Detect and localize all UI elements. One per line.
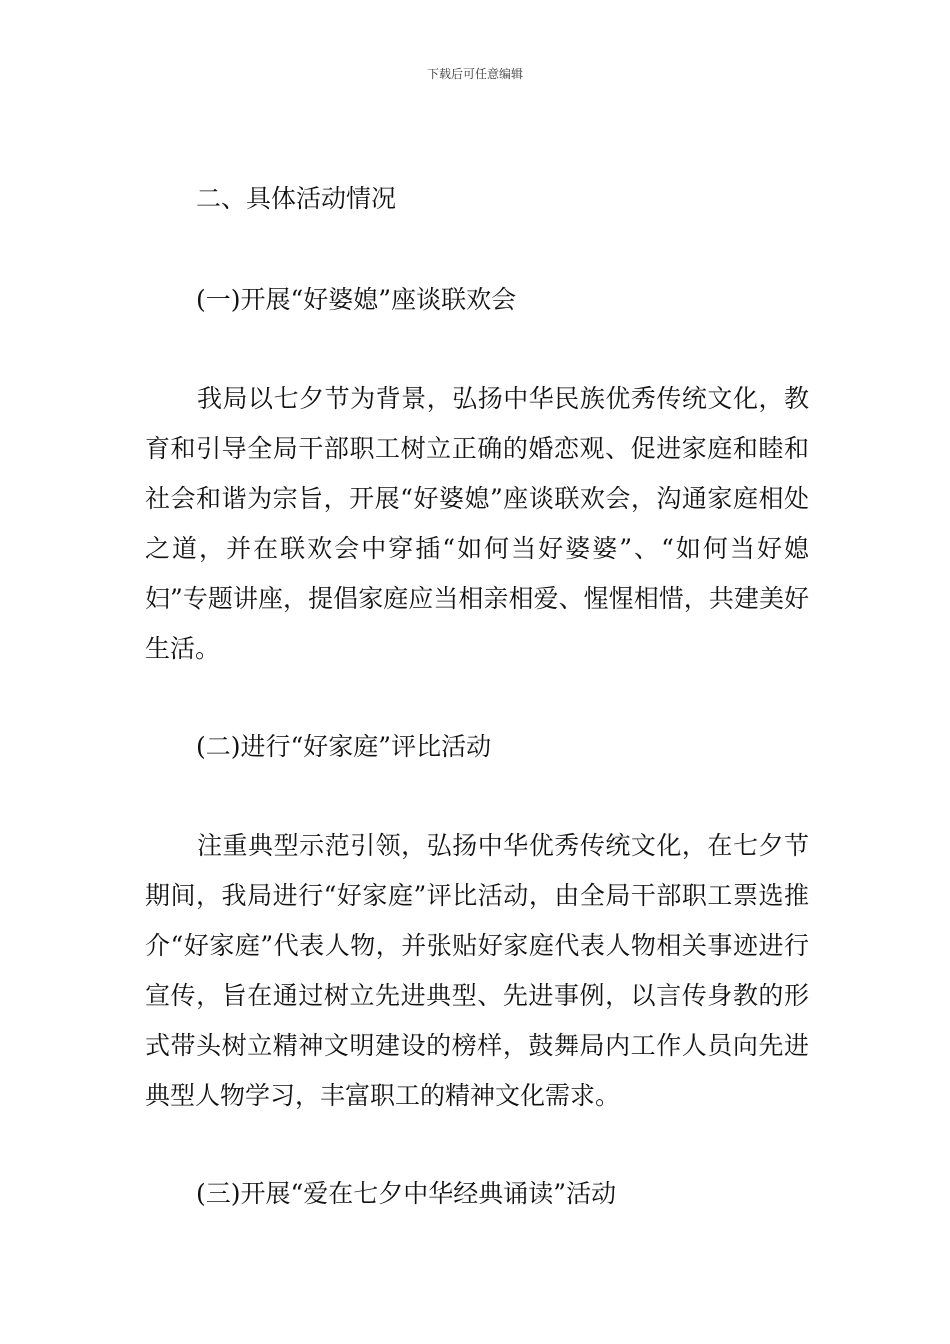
subsection-1-body: 我局以七夕节为背景，弘扬中华民族优秀传统文化，教育和引导全局干部职工树立正确的婚恋观、促进家庭和睦和社会和谐为宗旨，开展“好婆媳”座谈联欢会，沟通家庭相处之道，并在联欢会中穿插“如何当好婆婆”、“如何当好媳妇”专题讲座，提倡家庭应当相亲相爱、惺惺相惜，共建美好生活。 (145, 384, 809, 663)
section-title: 二、具体活动情况 (196, 184, 397, 213)
subsection-1-title: (一)开展“好婆媳”座谈联欢会 (196, 285, 517, 314)
page-header-note: 下载后可任意编辑 (426, 67, 523, 81)
subsection-2-title: (二)进行“好家庭”评比活动 (196, 732, 492, 761)
subsection-3-title: (三)开展“爱在七夕中华经典诵读”活动 (196, 1179, 617, 1208)
subsection-2-body: 注重典型示范引领，弘扬中华优秀传统文化，在七夕节期间，我局进行“好家庭”评比活动，由全局干部职工票选推介“好家庭”代表人物，并张贴好家庭代表人物相关事迹进行宣传，旨在通过树立先进典型、先进事例，以言传身教的形式带头树立精神文明建设的榜样，鼓舞局内工作人员向先进典型人物学习，丰富职工的精神文化需求。 (145, 831, 809, 1110)
